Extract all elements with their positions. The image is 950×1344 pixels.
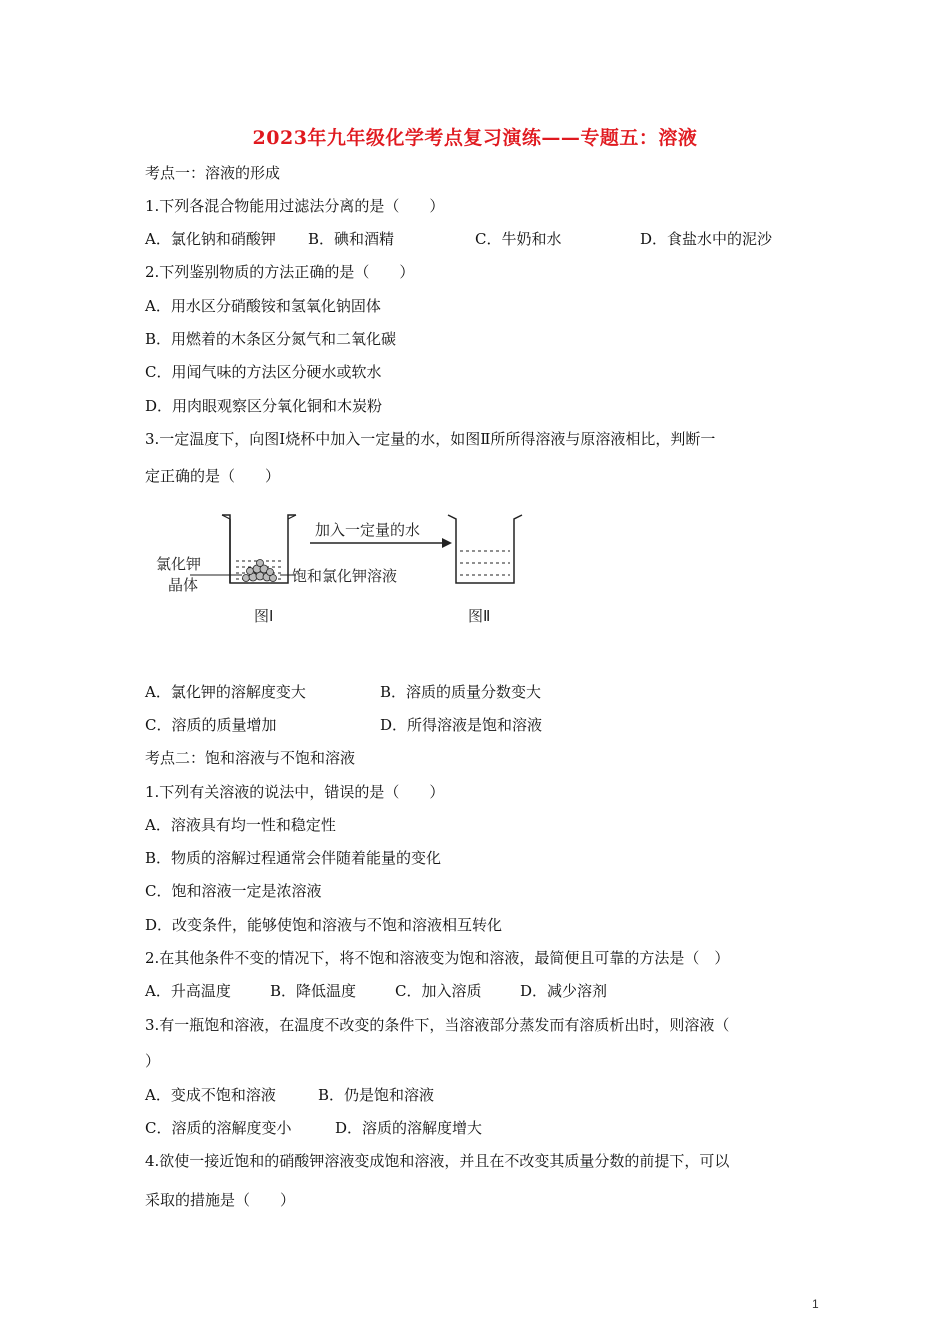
crystal-label: 晶体 bbox=[168, 576, 199, 594]
option-d: D．食盐水中的泥沙 bbox=[640, 230, 773, 248]
option-a: A．用水区分硝酸铵和氢氧化钠固体 bbox=[145, 297, 381, 315]
option-c: C．牛奶和水 bbox=[475, 230, 562, 248]
option-a: A．变成不饱和溶液 bbox=[145, 1086, 276, 1104]
question-stem: 1.下列有关溶液的说法中，错误的是（ ） bbox=[145, 783, 445, 801]
option-c: C．加入溶质 bbox=[395, 982, 482, 1000]
solution-label: 饱和氯化钾溶液 bbox=[292, 567, 398, 585]
question-stem: 2.在其他条件不变的情况下，将不饱和溶液变为饱和溶液，最简便且可靠的方法是（ ） bbox=[145, 949, 730, 967]
option-b: B．用燃着的木条区分氮气和二氧化碳 bbox=[145, 330, 397, 348]
arrow-label: 加入一定量的水 bbox=[315, 521, 421, 539]
page-number: 1 bbox=[812, 1297, 819, 1311]
option-d: D．溶质的溶解度增大 bbox=[335, 1119, 483, 1137]
question-stem: 3.有一瓶饱和溶液，在温度不改变的条件下，当溶液部分蒸发而有溶质析出时，则溶液（ bbox=[145, 1016, 730, 1034]
question-stem: 1.下列各混合物能用过滤法分离的是（ ） bbox=[145, 197, 445, 215]
question-stem-continued: 采取的措施是（ ） bbox=[145, 1191, 296, 1209]
question-stem-continued: ） bbox=[145, 1052, 161, 1070]
beaker-1 bbox=[190, 515, 296, 583]
beaker-2 bbox=[448, 515, 522, 583]
option-a: A．升高温度 bbox=[145, 982, 231, 1000]
question-stem: 3.一定温度下，向图Ⅰ烧杯中加入一定量的水，如图Ⅱ所所得溶液与原溶液相比，判断一 bbox=[145, 430, 716, 448]
option-c: C．用闻气味的方法区分硬水或软水 bbox=[145, 363, 382, 381]
arrow bbox=[310, 538, 452, 548]
section-heading: 考点二：饱和溶液与不饱和溶液 bbox=[145, 749, 356, 767]
option-a: A．氯化钠和硝酸钾 bbox=[145, 230, 276, 248]
option-c: C．饱和溶液一定是浓溶液 bbox=[145, 882, 322, 900]
option-b: B．溶质的质量分数变大 bbox=[380, 683, 542, 701]
option-d: D．改变条件，能够使饱和溶液与不饱和溶液相互转化 bbox=[145, 916, 503, 934]
option-d: D．所得溶液是饱和溶液 bbox=[380, 716, 543, 734]
beaker-diagram bbox=[150, 505, 530, 635]
question-stem-continued: 定正确的是（ ） bbox=[145, 467, 281, 485]
option-b: B．碘和酒精 bbox=[308, 230, 395, 248]
crystal-pile bbox=[243, 560, 277, 582]
figure-caption: 图Ⅱ bbox=[468, 607, 491, 625]
option-b: B．物质的溶解过程通常会伴随着能量的变化 bbox=[145, 849, 442, 867]
option-d: D．用肉眼观察区分氧化铜和木炭粉 bbox=[145, 397, 383, 415]
crystal-label: 氯化钾 bbox=[156, 555, 202, 573]
figure-caption: 图Ⅰ bbox=[254, 607, 274, 625]
section-heading: 考点一：溶液的形成 bbox=[145, 164, 281, 182]
option-a: A．溶液具有均一性和稳定性 bbox=[145, 816, 336, 834]
option-a: A．氯化钾的溶解度变大 bbox=[145, 683, 306, 701]
question-stem: 4.欲使一接近饱和的硝酸钾溶液变成饱和溶液，并且在不改变其质量分数的前提下，可以 bbox=[145, 1152, 730, 1170]
option-b: B．仍是饱和溶液 bbox=[318, 1086, 435, 1104]
beaker-figure bbox=[150, 505, 530, 635]
option-b: B．降低温度 bbox=[270, 982, 357, 1000]
document-title: 2023年九年级化学考点复习演练——专题五：溶液 bbox=[252, 127, 698, 149]
option-d: D．减少溶剂 bbox=[520, 982, 608, 1000]
question-stem: 2.下列鉴别物质的方法正确的是（ ） bbox=[145, 263, 415, 281]
option-c: C．溶质的溶解度变小 bbox=[145, 1119, 292, 1137]
option-c: C．溶质的质量增加 bbox=[145, 716, 277, 734]
